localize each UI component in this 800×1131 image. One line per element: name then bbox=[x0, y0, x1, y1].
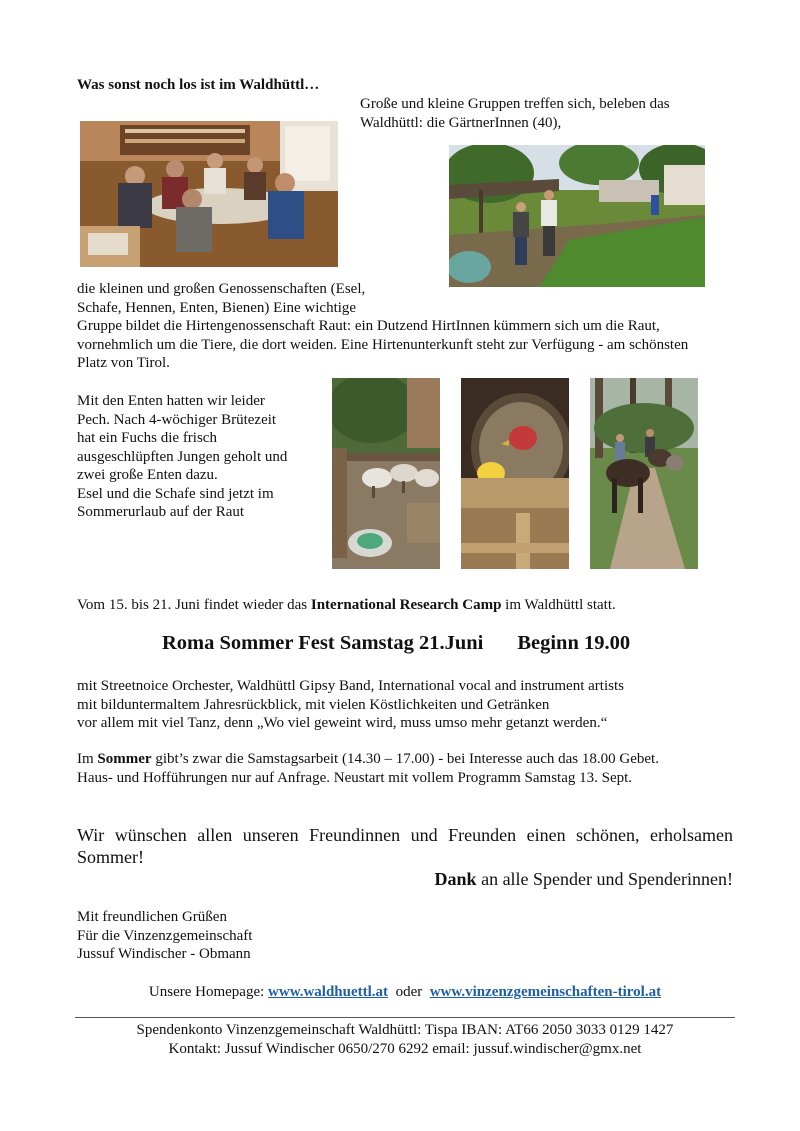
photo-sheep bbox=[332, 378, 440, 569]
photo-hen-chick bbox=[461, 378, 569, 569]
summer-prefix: Im bbox=[77, 751, 98, 767]
fest-details bbox=[77, 677, 747, 733]
footer-divider bbox=[75, 1017, 735, 1018]
cooperatives-line: Schafe, Hennen, Enten, Bienen) Eine wichtige bbox=[77, 299, 357, 316]
fest-detail-line: mit Streetnoice Orchester, Waldhüttl Gipsy Band, International vocal and instrument artists bbox=[77, 678, 624, 694]
ducks-line: zwei große Enten dazu. bbox=[77, 467, 218, 483]
camp-name: International Research Camp bbox=[310, 597, 502, 613]
homepage-link-waldhuettl[interactable]: www.waldhuettl.at bbox=[268, 984, 389, 1000]
fest-detail-line: mit bilduntermaltem Jahresrückblick, mit vielen Köstlichkeiten und Getränken bbox=[77, 696, 550, 713]
ducks-paragraph bbox=[77, 392, 322, 522]
camp-text-before: Vom 15. bis 21. Juni findet wieder das bbox=[77, 597, 311, 613]
ducks-line: Esel und die Schafe sind jetzt im bbox=[77, 485, 274, 502]
homepage-label: Unsere Homepage: bbox=[148, 984, 269, 1000]
summer-wishes: Wir wünschen allen unseren Freundinnen und Freunden einen schönen, erholsamen Sommer! bbox=[77, 825, 733, 867]
fest-title: Roma Sommer Fest Samstag 21.Juni bbox=[162, 632, 484, 654]
ducks-line: Mit den Enten hatten wir leider bbox=[77, 393, 265, 409]
summer-info bbox=[77, 750, 747, 787]
thanks-rest: an alle Spender und Spenderinnen! bbox=[476, 869, 733, 889]
homepage-separator: oder bbox=[388, 984, 430, 1000]
ducks-line: hat ein Fuchs die frisch bbox=[77, 430, 217, 446]
page-heading: Was sonst noch los ist im Waldhüttl… bbox=[77, 77, 320, 93]
homepage-line bbox=[0, 983, 800, 1002]
ducks-line: ausgeschlüpften Jungen geholt und bbox=[77, 448, 288, 465]
cooperatives-paragraph bbox=[77, 280, 737, 373]
groups-intro bbox=[360, 95, 670, 132]
homepage-link-vinzenz[interactable]: www.vinzenzgemeinschaften-tirol.at bbox=[429, 984, 662, 1000]
summer-word: Sommer bbox=[97, 751, 152, 767]
groups-intro-line: Waldhüttl: die GärtnerInnen (40), bbox=[360, 114, 562, 131]
cooperatives-line: die kleinen und großen Genossenschaften (Esel, bbox=[77, 281, 366, 297]
thanks-word: Dank bbox=[434, 869, 477, 889]
closing-line: Jussuf Windischer - Obmann bbox=[77, 946, 251, 962]
fest-begin: Beginn 19.00 bbox=[517, 632, 631, 654]
closing-line: Für die Vinzenzgemeinschaft bbox=[77, 927, 253, 944]
summer-rest: gibt’s zwar die Samstagsarbeit (14.30 – 17.00) - bei Interesse auch das 18.00 Gebet. bbox=[151, 751, 659, 767]
ducks-line: Pech. Nach 4-wöchiger Brütezeit bbox=[77, 411, 277, 428]
closing-line: Mit freundlichen Grüßen bbox=[77, 909, 227, 925]
cooperatives-line: vornehmlich um die Tiere, die dort weiden. Eine Hirtenunterkunft steht zur Verfügung - am schönsten bbox=[77, 336, 689, 353]
cooperatives-line: Platz von Tirol. bbox=[77, 355, 170, 371]
groups-intro-line: Große und kleine Gruppen treffen sich, beleben das bbox=[360, 96, 670, 112]
fest-detail-line: vor allem mit viel Tanz, denn „Wo viel geweint wird, muss umso mehr getanzt werden.“ bbox=[77, 715, 608, 731]
footer-bank-line: Spendenkonto Vinzenzgemeinschaft Waldhüttl: Tispa IBAN: AT66 2050 3033 0129 1427 bbox=[136, 1022, 674, 1038]
camp-text-after: im Waldhüttl statt. bbox=[501, 597, 616, 613]
footer bbox=[0, 1021, 800, 1058]
ducks-line: Sommerurlaub auf der Raut bbox=[77, 504, 245, 520]
thanks-line bbox=[435, 868, 733, 890]
photo-group-meeting bbox=[80, 121, 338, 267]
cooperatives-line: Gruppe bildet die Hirtengenossenschaft Raut: ein Dutzend HirtInnen kümmern sich um die Raut, bbox=[77, 318, 660, 334]
camp-announcement bbox=[77, 596, 616, 615]
photo-donkeys bbox=[590, 378, 698, 569]
closing-signature bbox=[77, 908, 252, 964]
summer-line bbox=[77, 750, 747, 769]
summer-line: Haus- und Hofführungen nur auf Anfrage. Neustart mit vollem Programm Samstag 13. Sept. bbox=[77, 769, 633, 786]
fest-headline bbox=[162, 632, 630, 655]
footer-contact-line: Kontakt: Jussuf Windischer 0650/270 6292 email: jussuf.windischer@gmx.net bbox=[168, 1040, 642, 1057]
photo-garden bbox=[449, 145, 705, 287]
